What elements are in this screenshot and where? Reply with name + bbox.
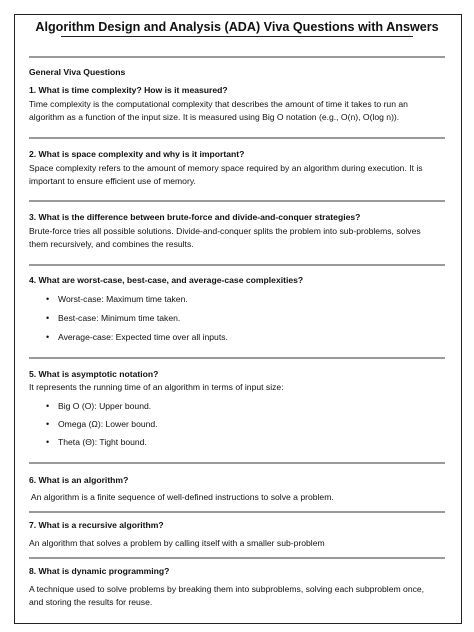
divider: [29, 557, 445, 559]
bullet-icon: •: [46, 401, 50, 411]
question-2: 2. What is space complexity and why is it important?: [29, 149, 245, 159]
divider: [29, 511, 445, 513]
bullet-icon: •: [46, 419, 50, 429]
list-item: Worst-case: Maximum time taken.: [58, 294, 188, 304]
answer-8-line-1: A technique used to solve problems by breaking them into subproblems, solving each subproblem once,: [29, 584, 425, 594]
answer-1-line-1: Time complexity is the computational complexity that describes the amount of time it takes to run an: [29, 99, 408, 109]
answer-3-line-2: them recursively, and combines the results.: [29, 239, 194, 249]
answer-3-line-1: Brute-force tries all possible solutions. Divide-and-conquer splits the problem into sub-problems, solves: [29, 226, 421, 236]
list-item: Omega (Ω): Lower bound.: [58, 419, 158, 429]
question-8: 8. What is dynamic programming?: [29, 566, 170, 576]
divider: [29, 462, 445, 464]
bullet-icon: •: [46, 437, 50, 447]
answer-2-line-1: Space complexity refers to the amount of memory space required by an algorithm during execution. It is: [29, 163, 423, 173]
question-1: 1. What is time complexity? How is it measured?: [29, 85, 228, 95]
list-item: Best-case: Minimum time taken.: [58, 313, 181, 323]
bullet-icon: •: [46, 313, 50, 323]
answer-5-intro: It represents the running time of an algorithm in terms of input size:: [29, 382, 284, 392]
bullet-icon: •: [46, 294, 50, 304]
list-item: Average-case: Expected time over all inputs.: [58, 332, 228, 342]
divider: [29, 264, 445, 266]
title-underline: [61, 36, 413, 37]
list-item: Big O (O): Upper bound.: [58, 401, 152, 411]
list-item: Theta (Θ): Tight bound.: [58, 437, 147, 447]
section-divider: [29, 56, 445, 58]
question-7: 7. What is a recursive algorithm?: [29, 520, 164, 530]
question-4: 4. What are worst-case, best-case, and average-case complexities?: [29, 275, 304, 285]
divider: [29, 137, 445, 139]
section-heading: General Viva Questions: [29, 67, 126, 77]
bullet-icon: •: [46, 332, 50, 342]
answer-6: An algorithm is a finite sequence of well-defined instructions to solve a problem.: [29, 492, 334, 502]
question-3: 3. What is the difference between brute-force and divide-and-conquer strategies?: [29, 212, 361, 222]
answer-2-line-2: important to ensure efficient use of memory.: [29, 176, 196, 186]
answer-7: An algorithm that solves a problem by calling itself with a smaller sub-problem: [29, 538, 325, 548]
question-6: 6. What is an algorithm?: [29, 475, 129, 485]
answer-8-line-2: and storing the results for reuse.: [29, 597, 153, 607]
divider: [29, 357, 445, 359]
answer-1-line-2: algorithm as a function of the input size. It is measured using Big O notation (e.g., O(n), O(log n)).: [29, 112, 400, 122]
divider: [29, 200, 445, 202]
document-title: Algorithm Design and Analysis (ADA) Viva Questions with Answers: [35, 20, 439, 34]
question-5: 5. What is asymptotic notation?: [29, 369, 159, 379]
